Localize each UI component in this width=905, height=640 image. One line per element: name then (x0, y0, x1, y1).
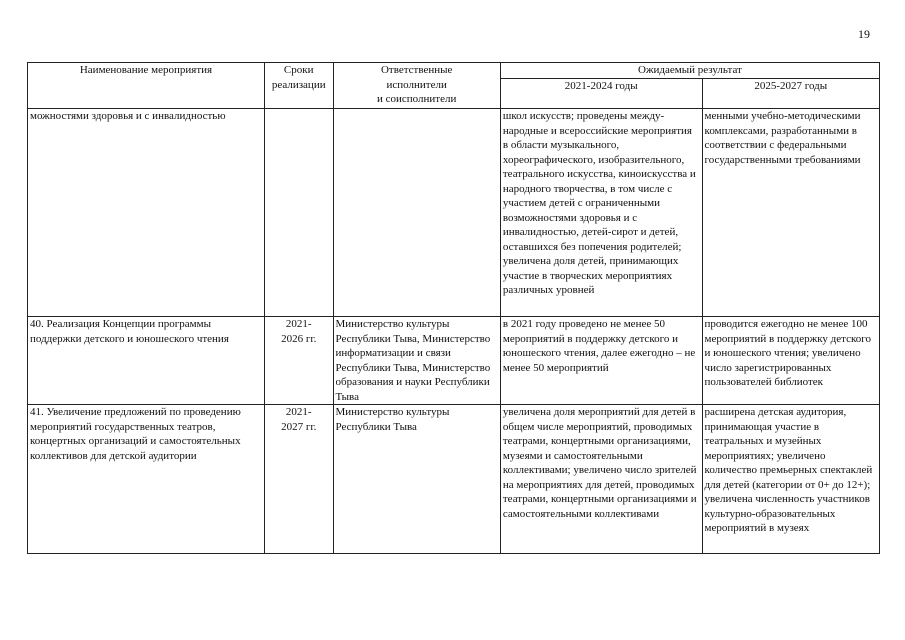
row-term (264, 317, 333, 405)
row-result-2021-2024: увеличена доля мероприятий для детей в общем числе мероприятий, проводимых театрами, концертными организациями, музеями и самостоятельными коллективами; увеличено число зрителей на мероприятиях для детей, проводимых театрами, концертными организациями и самостоятельными коллективами (500, 405, 702, 554)
row-responsible: Министерство культуры Республики Тыва (333, 405, 500, 554)
table-row (28, 109, 880, 317)
row-term-line2: 2026 гг. (281, 332, 317, 345)
header-responsible-line3: и соисполнители (377, 93, 457, 105)
header-name (28, 63, 265, 109)
header-responsible-line1: Ответственные (380, 64, 453, 76)
table-row (28, 317, 880, 405)
header-responsible (333, 63, 500, 109)
row-term (264, 405, 333, 554)
header-period-2021-2024: 2021-2024 годы (500, 79, 702, 109)
row-result-2021-2024: в 2021 году проведено не менее 50 мероприятий в поддержку детского и юношеского чтения, далее ежегодно – не менее 50 мероприятий (500, 317, 702, 405)
row-term-line2: 2027 гг. (281, 420, 317, 433)
row-term (264, 109, 333, 317)
row-term-line1: 2021- (285, 406, 312, 418)
row-result-2021-2024: школ искусств; проведены между-народные и всероссийские мероприятия в области музыкального, хореографического, изобразительного, театрального искусства, киноискусства и народного творчества, в том числе с участием детей с ограниченными возможностями здоровья и с инвалидностью, детей-сирот и детей, оставшихся без попечения родителей; увеличена доля детей, принимающих участие в творческих мероприятиях различных уровней (500, 109, 702, 317)
row-name: можностями здоровья и с инвалидностью (28, 109, 265, 317)
header-name-label: Наименование мероприятия (79, 64, 213, 76)
row-result-2025-2027: проводится ежегодно не менее 100 мероприятий в поддержку детского и юношеского чтения; увеличено число зарегистрированных пользователей библиотек (702, 317, 879, 405)
header-expected-result: Ожидаемый результат (500, 63, 879, 79)
header-term-line1: Сроки (283, 64, 314, 76)
row-responsible (333, 109, 500, 317)
row-term-line1: 2021- (285, 318, 312, 330)
activities-table (27, 62, 880, 554)
header-term (264, 63, 333, 109)
row-responsible: Министерство культуры Республики Тыва, Министерство информатизации и связи Республики Тыва, Министерство образования и науки Республики Тыва (333, 317, 500, 405)
header-responsible-line2: исполнители (386, 78, 447, 91)
row-name: 41. Увеличение предложений по проведению мероприятий государственных театров, концертных организаций и самостоятельных коллективов для детской аудитории (28, 405, 265, 554)
row-name: 40. Реализация Концепции программы поддержки детского и юношеского чтения (28, 317, 265, 405)
row-result-2025-2027: менными учебно-методическими комплексами, разработанными в соответствии с федеральными государственными требованиями (702, 109, 879, 317)
header-term-line2: реализации (271, 78, 326, 91)
row-result-2025-2027: расширена детская аудитория, принимающая участие в театральных и музейных мероприятиях; увеличено количество премьерных спектаклей для детей (категории от 0+ до 12+); увеличена численность участников культурно-образовательных мероприятий в музеях (702, 405, 879, 554)
table-row (28, 405, 880, 554)
header-period-2025-2027: 2025-2027 годы (702, 79, 879, 109)
page-number: 19 (858, 27, 870, 41)
